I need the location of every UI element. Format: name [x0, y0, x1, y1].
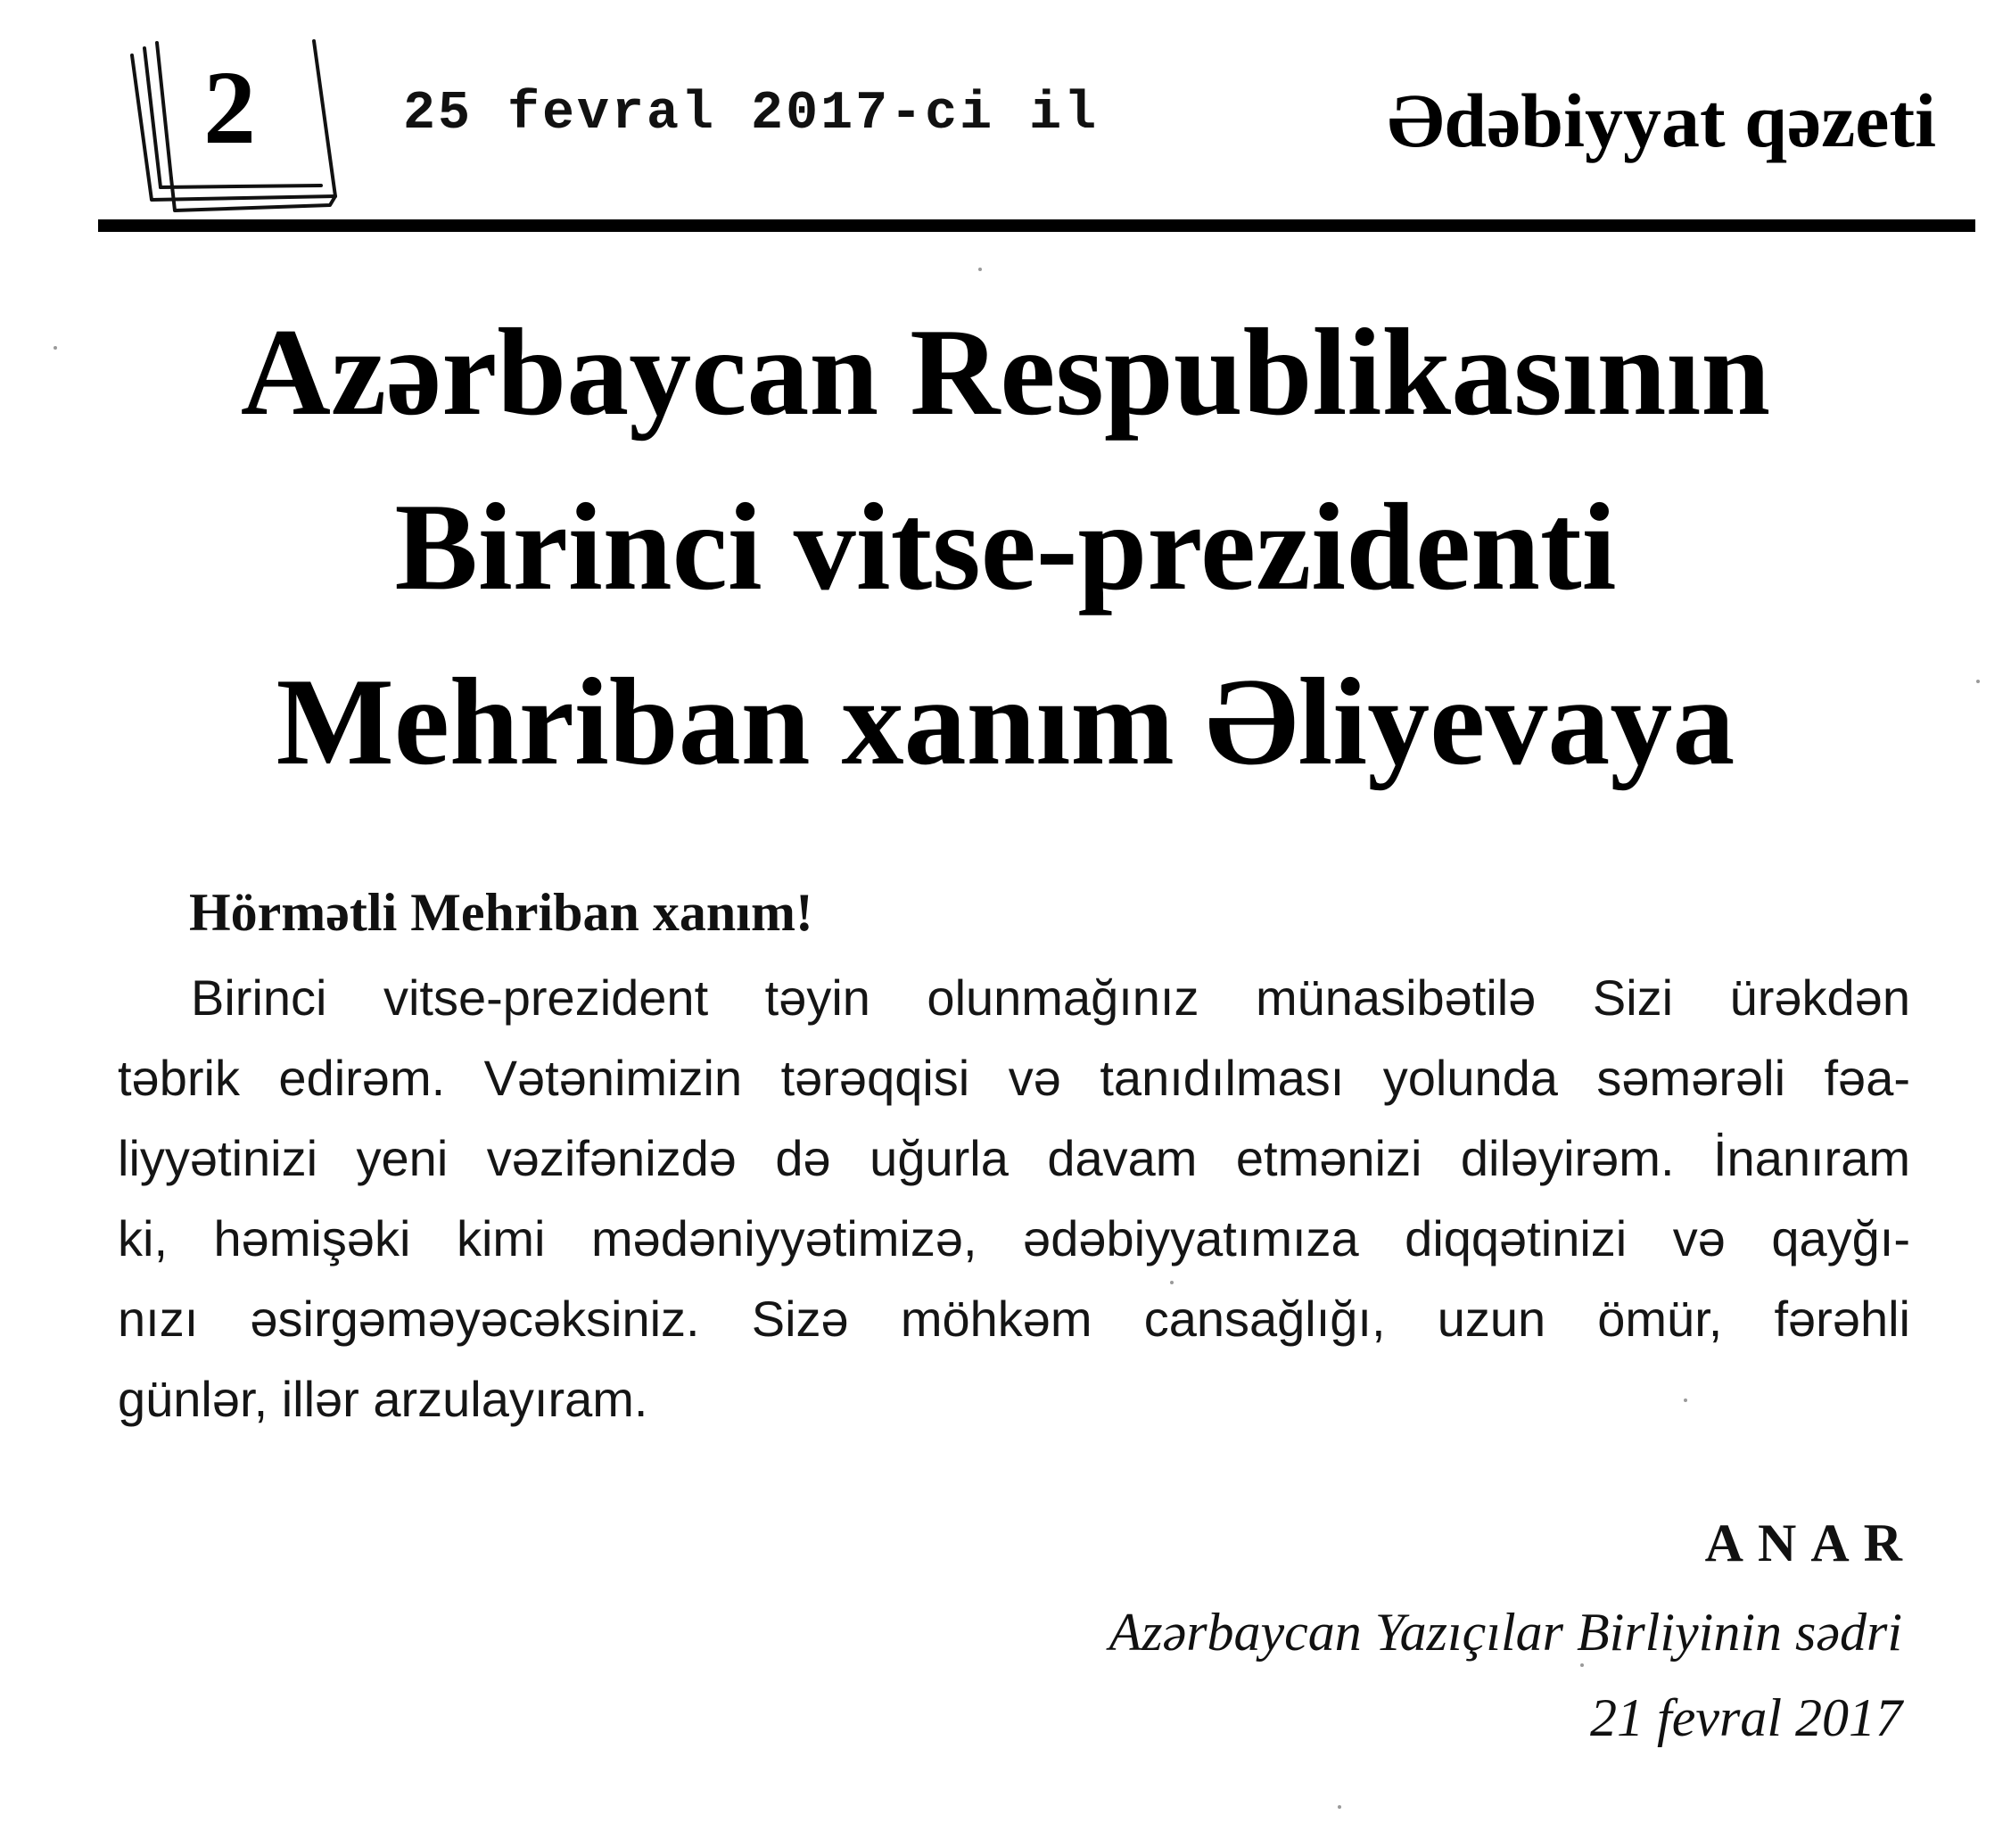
body-line-4: ki, həmişəki kimi mədəniyyətimizə, ədəbiyyatımıza diqqətinizi və qayğı-: [118, 1210, 1910, 1266]
issue-date: 25 fevral 2017-ci il: [403, 84, 1100, 144]
headline-line-3: Mehriban xanım Əliyevaya: [276, 653, 1735, 791]
headline: [0, 285, 2011, 810]
body-line-1: Birinci vitse-prezident təyin olunmağınız münasibətilə Sizi ürəkdən: [191, 969, 1910, 1026]
scan-speck: [1338, 1805, 1341, 1809]
headline-line-2: Birinci vitse-prezidenti: [394, 478, 1617, 616]
scan-speck: [1976, 680, 1980, 683]
scan-speck: [978, 268, 982, 271]
masthead: [0, 0, 2011, 241]
signature-block: [1109, 1514, 1916, 1747]
scan-speck: [54, 346, 57, 350]
scan-speck: [1170, 1281, 1174, 1284]
author-name: ANAR: [1704, 1514, 1916, 1572]
headline-line-1: Azərbaycan Respublikasının: [240, 303, 1771, 441]
newspaper-name: Ədəbiyyat qəzeti: [1387, 78, 1936, 163]
page-number: 2: [203, 49, 256, 166]
letter-date: 21 fevral 2017: [1590, 1688, 1902, 1747]
author-title: Azərbaycan Yazıçılar Birliyinin sədri: [1109, 1603, 1902, 1662]
body-line-6: günlər, illər arzulayıram.: [118, 1371, 648, 1427]
body-line-2: təbrik edirəm. Vətənimizin tərəqqisi və tanıdılması yolunda səmərəli fəa-: [118, 1050, 1910, 1106]
scan-speck: [1684, 1398, 1687, 1402]
body-line-5: nızı əsirgəməyəcəksiniz. Sizə möhkəm cansağlığı, uzun ömür, fərəhli: [118, 1291, 1910, 1347]
header-rule: [98, 219, 1975, 232]
scan-speck: [1580, 1663, 1584, 1667]
letter-body: [118, 958, 1910, 1440]
salutation: Hörmətli Mehriban xanım!: [189, 883, 813, 942]
body-line-3: liyyətinizi yeni vəzifənizdə də uğurla davam etmənizi diləyirəm. İnanıram: [118, 1130, 1910, 1186]
